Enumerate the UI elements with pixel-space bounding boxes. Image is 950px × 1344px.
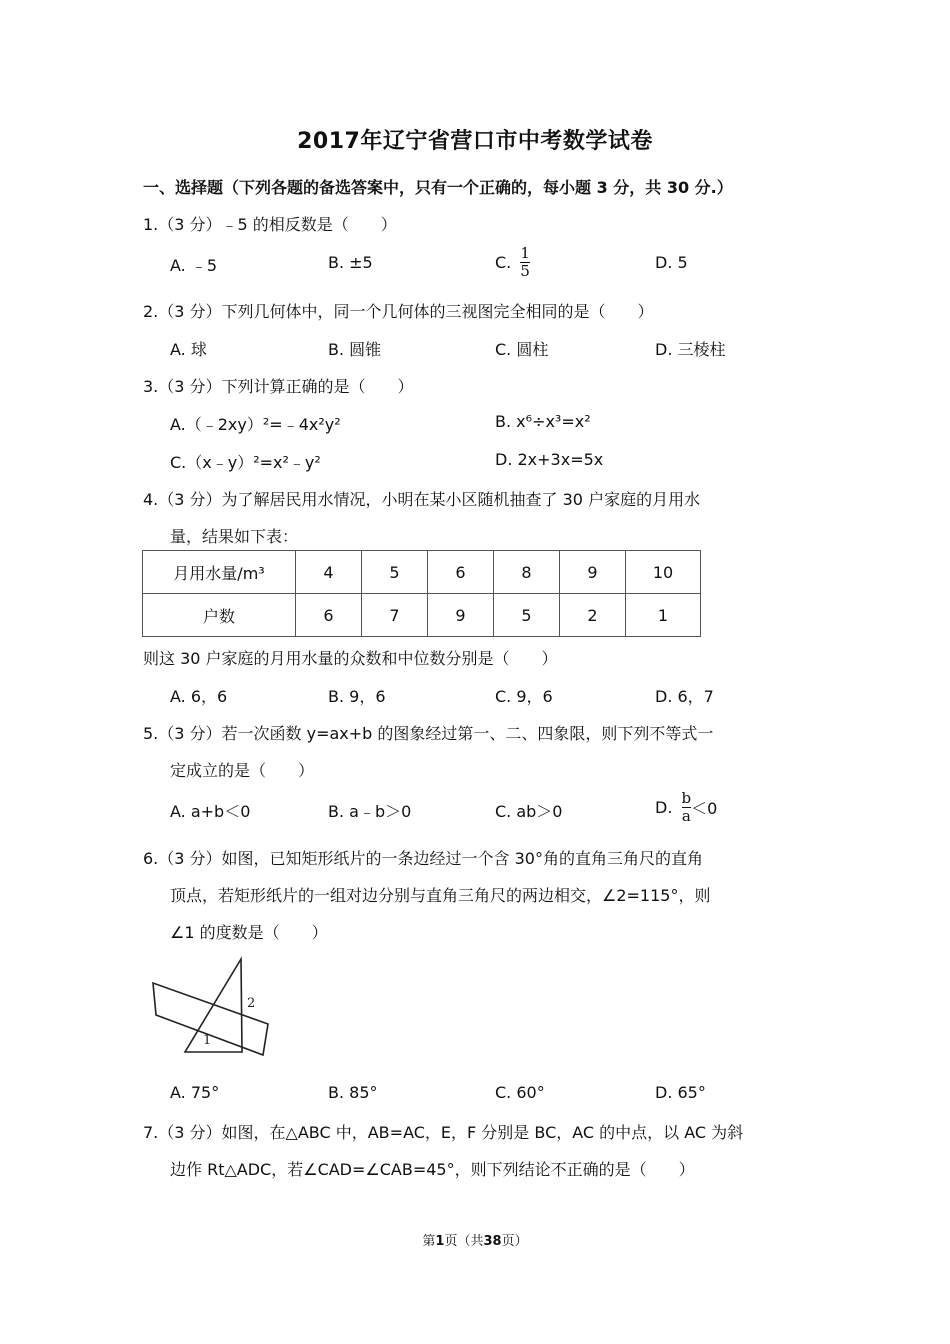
question-5-stem-line1: 5.（3 分）若一次函数 y=ax+b 的图象经过第一、二、四象限，则下列不等式一 xyxy=(143,724,714,743)
question-6-stem-line3: ∠1 的度数是（ ） xyxy=(170,923,328,942)
current-page-number: 1 xyxy=(435,1234,445,1249)
q2-option-d: D. 三棱柱 xyxy=(655,340,726,359)
q2-option-b: B. 圆锥 xyxy=(328,340,382,359)
question-6-stem-line1: 6.（3 分）如图，已知矩形纸片的一条边经过一个含 30°角的直角三角尺的直角 xyxy=(143,849,703,868)
q6-option-b: B. 85° xyxy=(328,1083,378,1102)
question-4-stem-line1: 4.（3 分）为了解居民用水情况，小明在某小区随机抽查了 30 户家庭的月用水 xyxy=(143,490,701,509)
section-heading: 一、选择题（下列各题的备选答案中，只有一个正确的，每小题 3 分，共 30 分.） xyxy=(143,178,733,197)
q4-option-c: C. 9，6 xyxy=(495,687,553,706)
table-cell: 9 xyxy=(560,551,626,594)
q6-option-d: D. 65° xyxy=(655,1083,706,1102)
table-cell: 8 xyxy=(494,551,560,594)
page-footer xyxy=(0,1230,950,1249)
q1-fraction-denominator: 5 xyxy=(520,262,530,280)
q1-option-b: B. ±5 xyxy=(328,253,373,272)
q1-fraction-numerator: 1 xyxy=(520,244,530,262)
footer-middle: 页（共 xyxy=(444,1234,484,1249)
table-cell: 4 xyxy=(296,551,362,594)
question-7-stem-line2: 边作 Rt△ADC，若∠CAD=∠CAB=45°，则下列结论不正确的是（ ） xyxy=(170,1160,695,1179)
angle-2-label: 2 xyxy=(247,996,256,1011)
q4-option-a: A. 6，6 xyxy=(170,687,228,706)
q5-fraction xyxy=(682,791,692,824)
water-usage-table xyxy=(142,550,701,637)
q1-fraction xyxy=(520,246,530,279)
q1-option-c xyxy=(495,246,530,279)
question-4-followup: 则这 30 户家庭的月用水量的众数和中位数分别是（ ） xyxy=(143,649,558,668)
q6-option-c: C. 60° xyxy=(495,1083,545,1102)
q5-option-d xyxy=(655,791,717,824)
rectangle-triangle-figure xyxy=(140,955,280,1060)
total-pages-number: 38 xyxy=(483,1234,502,1249)
q1-option-a: A. ﹣5 xyxy=(170,256,218,275)
question-2-stem: 2.（3 分）下列几何体中，同一个几何体的三视图完全相同的是（ ） xyxy=(143,302,654,321)
table-cell: 6 xyxy=(428,551,494,594)
footer-prefix: 第 xyxy=(422,1234,436,1249)
table-header-cell: 户数 xyxy=(143,594,296,637)
q5-option-d-tail: ＜0 xyxy=(691,799,718,818)
triangle-shape xyxy=(185,959,242,1052)
q1-option-c-label: C. xyxy=(495,253,512,272)
table-row xyxy=(143,594,701,637)
question-1-stem: 1.（3 分）﹣5 的相反数是（ ） xyxy=(143,215,397,234)
q3-option-b: B. x⁶÷x³=x² xyxy=(495,412,591,431)
question-7-stem-line1: 7.（3 分）如图，在△ABC 中，AB=AC，E，F 分别是 BC，AC 的中点，以 AC 为斜 xyxy=(143,1123,744,1142)
q4-option-b: B. 9，6 xyxy=(328,687,386,706)
q5-option-a: A. a+b＜0 xyxy=(170,802,251,821)
table-cell: 2 xyxy=(560,594,626,637)
q5-fraction-denominator: a xyxy=(681,807,691,825)
table-cell: 1 xyxy=(626,594,701,637)
page-title: 2017年辽宁省营口市中考数学试卷 xyxy=(297,129,653,154)
footer-suffix: 页） xyxy=(501,1234,528,1249)
question-4-stem-line2: 量，结果如下表： xyxy=(170,527,299,546)
table-cell: 6 xyxy=(296,594,362,637)
q5-option-b: B. a﹣b＞0 xyxy=(328,802,412,821)
table-cell: 5 xyxy=(494,594,560,637)
q5-fraction-numerator: b xyxy=(681,789,692,807)
question-6-stem-line2: 顶点，若矩形纸片的一组对边分别与直角三角尺的两边相交，∠2=115°，则 xyxy=(170,886,711,905)
question-5-stem-line2: 定成立的是（ ） xyxy=(170,761,315,780)
table-cell: 10 xyxy=(626,551,701,594)
q4-option-d: D. 6，7 xyxy=(655,687,714,706)
table-cell: 9 xyxy=(428,594,494,637)
table-cell: 7 xyxy=(362,594,428,637)
q5-option-c: C. ab＞0 xyxy=(495,802,563,821)
q3-option-d: D. 2x+3x=5x xyxy=(495,450,604,469)
question-3-stem: 3.（3 分）下列计算正确的是（ ） xyxy=(143,377,414,396)
q2-option-a: A. 球 xyxy=(170,340,207,359)
q6-option-a: A. 75° xyxy=(170,1083,220,1102)
q2-option-c: C. 圆柱 xyxy=(495,340,549,359)
table-cell: 5 xyxy=(362,551,428,594)
q3-option-c: C.（x﹣y）²=x²﹣y² xyxy=(170,453,321,472)
angle-1-label: 1 xyxy=(203,1033,212,1048)
q1-option-d: D. 5 xyxy=(655,253,688,272)
q3-option-a: A.（﹣2xy）²=﹣4x²y² xyxy=(170,415,341,434)
table-row xyxy=(143,551,701,594)
q5-option-d-label: D. xyxy=(655,798,673,817)
table-header-cell: 月用水量/m³ xyxy=(143,551,296,594)
